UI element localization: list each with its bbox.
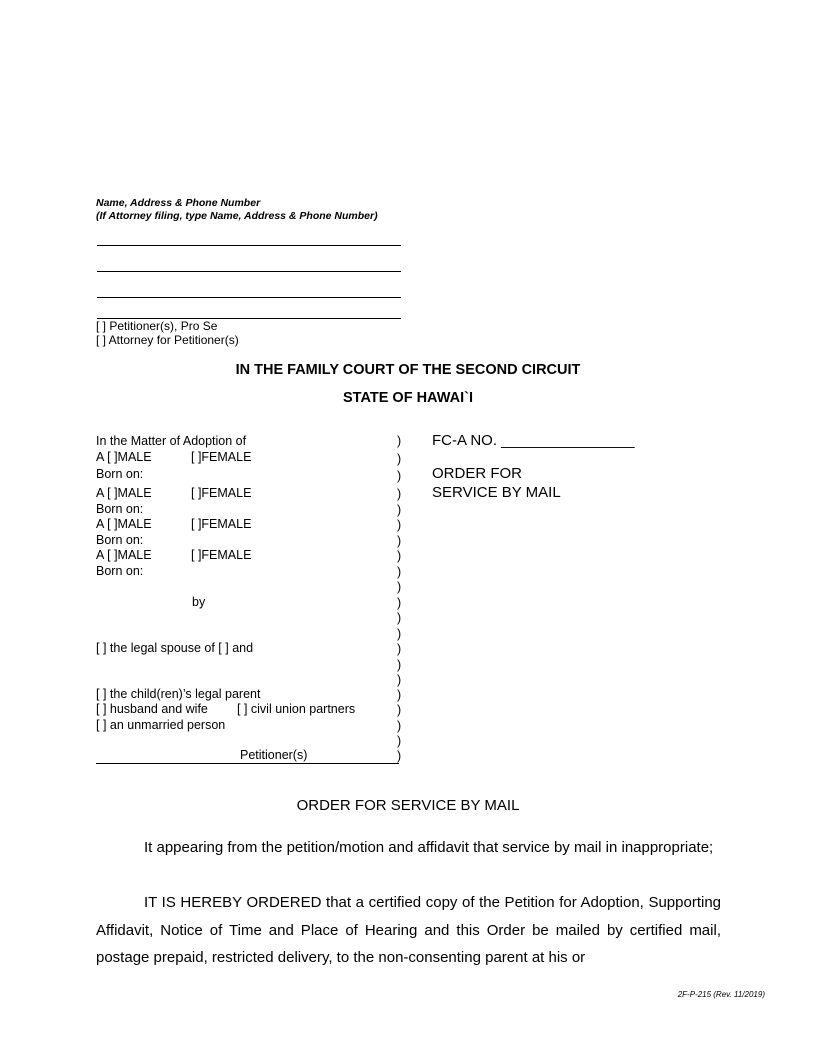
address-line-1[interactable] — [97, 245, 401, 246]
paren: ) — [397, 642, 402, 656]
child1-female-checkbox[interactable]: [ ]FEMALE — [191, 450, 252, 464]
paren: ) — [397, 452, 402, 466]
header-label-line1: Name, Address & Phone Number — [96, 197, 261, 209]
child3-female-checkbox[interactable]: [ ]FEMALE — [191, 517, 252, 531]
paren: ) — [397, 469, 402, 483]
child2-born-on: Born on: — [96, 502, 144, 516]
paren: ) — [397, 565, 402, 579]
address-line-2[interactable] — [97, 271, 401, 272]
paren: ) — [397, 503, 402, 517]
address-line-3[interactable] — [97, 297, 401, 298]
legal-parent-checkbox[interactable]: [ ] the child(ren)’s legal parent — [96, 687, 261, 701]
form-number: 2F-P-215 (Rev. 11/2019) — [677, 990, 765, 999]
caption-petitioners: Petitioner(s) — [240, 748, 308, 762]
child1-male-checkbox[interactable]: A [ ]MALE — [96, 450, 152, 464]
paren: ) — [397, 673, 402, 687]
child4-born-on: Born on: — [96, 564, 144, 578]
paren: ) — [397, 596, 402, 610]
order-paragraph-1: It appearing from the petition/motion and affidavit that service by mail in inappropriate; — [144, 839, 714, 856]
petitioners-line — [96, 763, 399, 764]
child3-born-on: Born on: — [96, 533, 144, 547]
header-label-line2: (If Attorney filing, type Name, Address & Phone Number) — [96, 210, 378, 222]
court-state: STATE OF HAWAI`I — [343, 390, 473, 406]
paren: ) — [397, 580, 402, 594]
paren: ) — [397, 434, 402, 448]
paren: ) — [397, 518, 402, 532]
checkbox-attorney[interactable]: [ ] Attorney for Petitioner(s) — [96, 333, 239, 347]
paren: ) — [397, 749, 402, 763]
paren: ) — [397, 734, 402, 748]
paren: ) — [397, 688, 402, 702]
court-name: IN THE FAMILY COURT OF THE SECOND CIRCUIT — [235, 362, 581, 378]
doc-title-line1: ORDER FOR — [432, 465, 522, 482]
child3-male-checkbox[interactable]: A [ ]MALE — [96, 517, 152, 531]
order-title: ORDER FOR SERVICE BY MAIL — [296, 797, 520, 814]
order-paragraph-2: IT IS HEREBY ORDERED that a certified copy of the Petition for Adoption, Supporting Affidavit, Notice of Time and Place of Hearing and this Order be mailed by certified mail, postage prepaid, restricted delivery, to the non-consenting parent at his or — [96, 894, 721, 966]
case-number-field[interactable]: FC-A NO. ________________ — [432, 432, 635, 449]
caption-by: by — [192, 595, 206, 609]
paren: ) — [397, 627, 402, 641]
child4-male-checkbox[interactable]: A [ ]MALE — [96, 548, 152, 562]
child4-female-checkbox[interactable]: [ ]FEMALE — [191, 548, 252, 562]
child1-born-on: Born on: — [96, 467, 144, 481]
paren: ) — [397, 703, 402, 717]
paren: ) — [397, 611, 402, 625]
legal-spouse-checkbox[interactable]: [ ] the legal spouse of [ ] and — [96, 641, 254, 655]
paren: ) — [397, 549, 402, 563]
child2-female-checkbox[interactable]: [ ]FEMALE — [191, 486, 252, 500]
unmarried-checkbox[interactable]: [ ] an unmarried person — [96, 718, 226, 732]
husband-wife-checkbox[interactable]: [ ] husband and wife — [96, 702, 208, 716]
paren: ) — [397, 487, 402, 501]
caption-matter: In the Matter of Adoption of — [96, 434, 247, 448]
doc-title-line2: SERVICE BY MAIL — [432, 484, 561, 501]
civil-union-checkbox[interactable]: [ ] civil union partners — [237, 702, 356, 716]
child2-male-checkbox[interactable]: A [ ]MALE — [96, 486, 152, 500]
paren: ) — [397, 534, 402, 548]
paren: ) — [397, 719, 402, 733]
paren: ) — [397, 658, 402, 672]
checkbox-petitioner-pro-se[interactable]: [ ] Petitioner(s), Pro Se — [96, 319, 218, 333]
